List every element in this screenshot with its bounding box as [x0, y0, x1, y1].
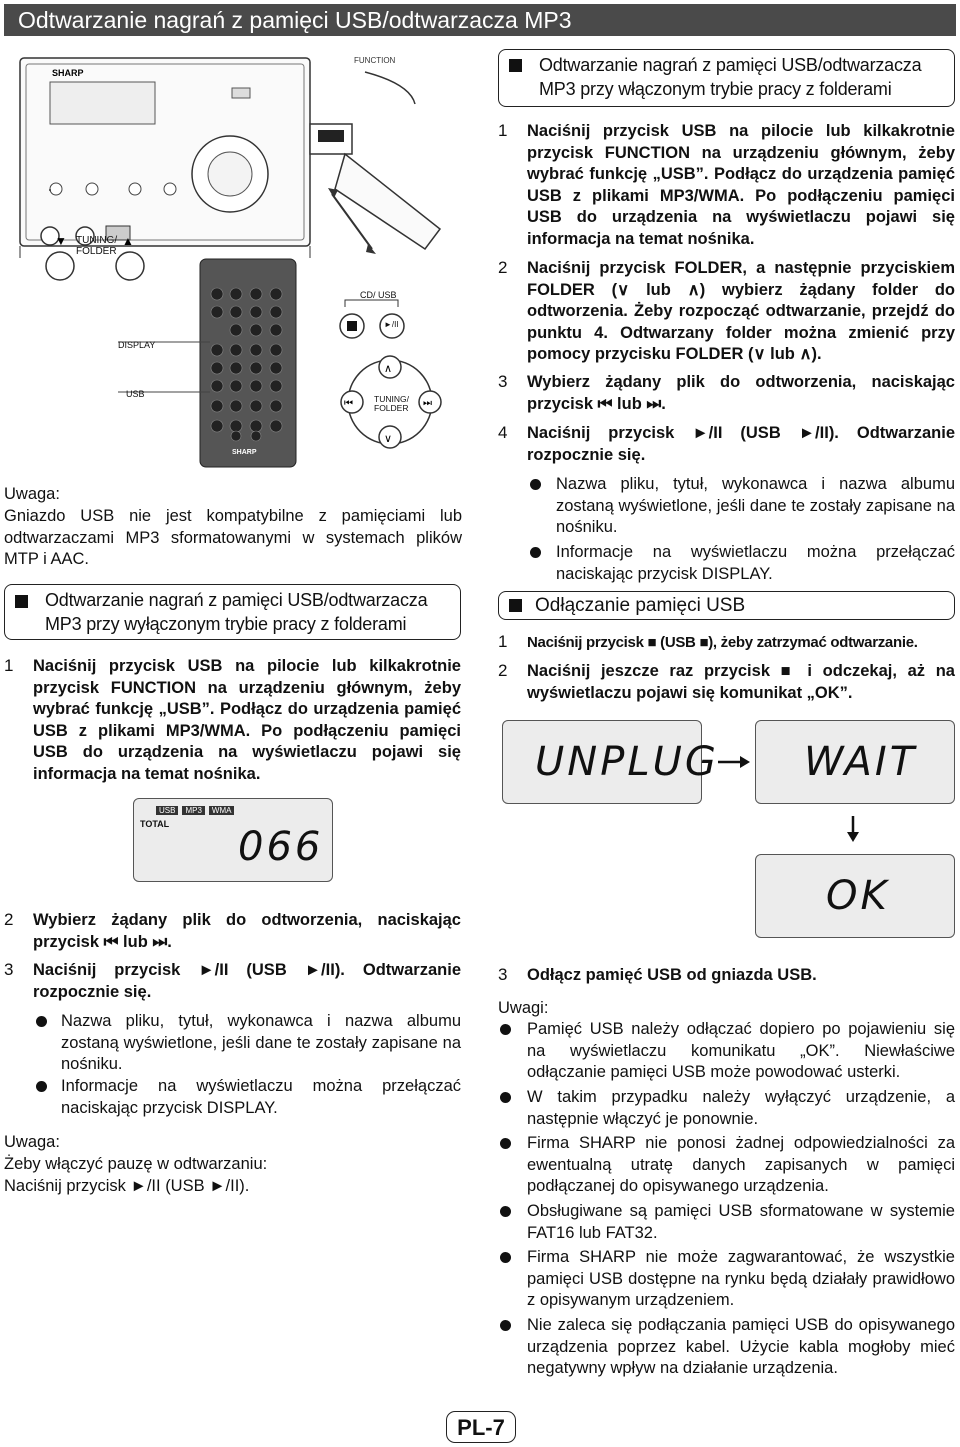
function-label: FUNCTION: [354, 56, 396, 65]
svg-text:∨: ∨: [384, 433, 393, 445]
cd-usb-label: CD/ USB: [360, 290, 397, 300]
usb-label: USB: [126, 389, 145, 399]
arrow-right-icon: [716, 754, 752, 770]
section-marker-icon: [509, 59, 522, 72]
tuning-folder-pad-label: TUNING/ FOLDER: [374, 394, 409, 413]
lcd-tag: USB: [156, 806, 178, 815]
bullet-icon: [530, 547, 541, 558]
lcd-total-display: [133, 798, 333, 882]
bullet-icon: [500, 1092, 511, 1103]
step-number: 1: [4, 656, 14, 675]
step-number: 2: [498, 258, 508, 277]
lcd-wait-display: [755, 720, 955, 804]
section-marker-icon: [509, 599, 522, 612]
device-illustration: [0, 44, 490, 474]
lcd-digits: 066: [238, 824, 324, 870]
section-off-heading: Odtwarzanie nagrań z pamięci USB/odtwarzacza MP3 przy wyłączonym trybie pracy z folderami: [45, 590, 428, 634]
section-disconnect-step2: Naciśnij jeszcze raz przycisk ■ i odczekaj, aż na wyświetlaczu pojawi się komunikat „OK”.: [527, 662, 955, 702]
brand-logo: SHARP: [52, 68, 84, 78]
step-number: 3: [4, 960, 14, 979]
disconnect-note: Firma SHARP nie ponosi żadnej odpowiedzialności za ewentualną utratę danych zapisanych w pamięci podłączanej do opisywanego urządzenia.: [527, 1134, 955, 1195]
section-off-box: [4, 584, 461, 640]
section-off-bullet: Nazwa pliku, tytuł, wykonawca i nazwa albumu zostaną wyświetlone, jeśli dane te zostały zapisane na nośniku.: [61, 1012, 461, 1073]
section-disconnect-step1: Naciśnij przycisk ■ (USB ■), żeby zatrzymać odtwarzanie.: [527, 634, 918, 651]
page-number: PL-7: [446, 1411, 516, 1443]
svg-text:▼: ▼: [55, 234, 67, 248]
section-on-bullet: Informacje na wyświetlaczu można przełączać naciskając przycisk DISPLAY.: [556, 543, 955, 583]
note1-heading: Uwaga:: [4, 485, 60, 503]
lcd-ok-display: [755, 854, 955, 938]
step-number: 2: [4, 910, 14, 929]
lcd-tag: WMA: [209, 806, 235, 815]
bullet-icon: [500, 1320, 511, 1331]
section-on-step4: Naciśnij przycisk ►/II (USB ►/II). Odtwarzanie rozpocznie się.: [527, 424, 955, 464]
section-disconnect-heading: Odłączanie pamięci USB: [535, 595, 746, 616]
section-disconnect-box: [498, 591, 955, 620]
step-number: 1: [498, 121, 508, 140]
disconnect-note: Pamięć USB należy odłączać dopiero po pojawieniu się na wyświetlaczu komunikatu „OK”. Niewłaściwe odłączanie pamięci USB może powodować usterki.: [527, 1020, 955, 1081]
section-off-bullet: Informacje na wyświetlaczu można przełączać naciskając przycisk DISPLAY.: [61, 1077, 461, 1117]
bullet-icon: [36, 1016, 47, 1027]
note2-heading: Uwaga:: [4, 1133, 60, 1151]
section-off-step2: Wybierz żądany plik do odtworzenia, naciskając przycisk ⏮ lub ⏭.: [33, 911, 461, 951]
disconnect-note: Nie zaleca się podłączania pamięci USB do opisywanego urządzenia poprzez kabel. Użycie kabla mogłoby mieć negatywny wpływ na działanie urządzenia.: [527, 1316, 955, 1377]
remote-brand: SHARP: [232, 449, 257, 456]
svg-text:∧: ∧: [384, 363, 393, 375]
lcd-ok-text: OK: [826, 873, 890, 919]
step-number: 4: [498, 423, 508, 442]
step-number: 1: [498, 632, 508, 651]
section-disconnect-step3: Odłącz pamięć USB od gniazda USB.: [527, 966, 817, 984]
section-marker-icon: [15, 595, 28, 608]
bullet-icon: [500, 1252, 511, 1263]
lcd-unplug-display: [502, 720, 719, 804]
disconnect-note: W takim przypadku należy wyłączyć urządzenie, a następnie włączyć je ponownie.: [527, 1088, 955, 1128]
bullet-icon: [500, 1138, 511, 1149]
bullet-icon: [36, 1081, 47, 1092]
page-title: Odtwarzanie nagrań z pamięci USB/odtwarzacza MP3: [4, 4, 956, 36]
lcd-tag: MP3: [182, 806, 204, 815]
disconnect-note: Obsługiwane są pamięci USB sformatowane w systemie FAT16 lub FAT32.: [527, 1202, 955, 1242]
section-off-step3: Naciśnij przycisk ►/II (USB ►/II). Odtwarzanie rozpocznie się.: [33, 961, 461, 1001]
bullet-icon: [530, 479, 541, 490]
lcd-unplug-text: UNPLUG: [535, 739, 719, 785]
svg-text:⏮: ⏮: [344, 398, 353, 409]
disconnect-note: Firma SHARP nie może zagwarantować, że wszystkie pamięci USB dostępne na rynku będą działały prawidłowo z opisywanym urządzeniem.: [527, 1248, 955, 1309]
section-off-step1: Naciśnij przycisk USB na pilocie lub kilkakrotnie przycisk FUNCTION na urządzeniu głównym, żeby wybrać funkcję „USB”. Podłącz do urządzenia pamięć USB z plikami MP3/WMA. Po podłączeniu pamięci USB do urządzenia na wyświetlaczu pojawi się informacja na temat nośnika.: [33, 657, 461, 783]
tuning-folder-label: TUNING/ FOLDER: [76, 235, 118, 257]
bullet-icon: [500, 1024, 511, 1035]
step-number: 2: [498, 661, 508, 680]
note1-text: Gniazdo USB nie jest kompatybilne z pamięciami lub odtwarzaczami MP3 sformatowanymi w systemach plików MTP i AAC.: [4, 507, 462, 568]
arrow-down-icon: [845, 814, 861, 844]
play-pause-label: ►/II: [384, 320, 399, 329]
section-on-step3: Wybierz żądany plik do odtworzenia, naciskając przycisk ⏮ lub ⏭.: [527, 373, 955, 413]
svg-text:▲: ▲: [122, 234, 134, 248]
lcd-total-label: TOTAL: [140, 819, 170, 829]
step-number: 3: [498, 965, 508, 984]
section-on-heading: Odtwarzanie nagrań z pamięci USB/odtwarzacza MP3 przy włączonym trybie pracy z folderami: [539, 55, 922, 99]
notes-heading: Uwagi:: [498, 999, 549, 1017]
section-on-step2: Naciśnij przycisk FOLDER, a następnie przyciskiem FOLDER (∨ lub ∧) wybierz żądany folder do odtworzenia. Żeby rozpocząć odtwarzanie, przejdź do punktu 4. Odtwarzany folder można zmienić przy pomocy przycisku FOLDER (∨ lub ∧).: [527, 259, 955, 363]
lcd-wait-text: WAIT: [804, 739, 918, 785]
note2-line2: Naciśnij przycisk ►/II (USB ►/II).: [4, 1177, 250, 1195]
section-on-step1: Naciśnij przycisk USB na pilocie lub kilkakrotnie przycisk FUNCTION na urządzeniu głównym, żeby wybrać funkcję „USB”. Podłącz do urządzenia pamięć USB z plikami MP3/WMA. Po podłączeniu pamięci USB do urządzenia na wyświetlaczu pojawi się informacja na temat nośnika.: [527, 122, 955, 248]
section-on-box: [498, 49, 955, 107]
display-label: DISPLAY: [118, 340, 156, 350]
note2-line1: Żeby włączyć pauzę w odtwarzaniu:: [4, 1155, 268, 1173]
bullet-icon: [500, 1206, 511, 1217]
section-on-bullet: Nazwa pliku, tytuł, wykonawca i nazwa albumu zostaną wyświetlone, jeśli dane te zostały zapisane na nośniku.: [556, 475, 955, 536]
step-number: 3: [498, 372, 508, 391]
svg-text:⏭: ⏭: [423, 398, 432, 409]
